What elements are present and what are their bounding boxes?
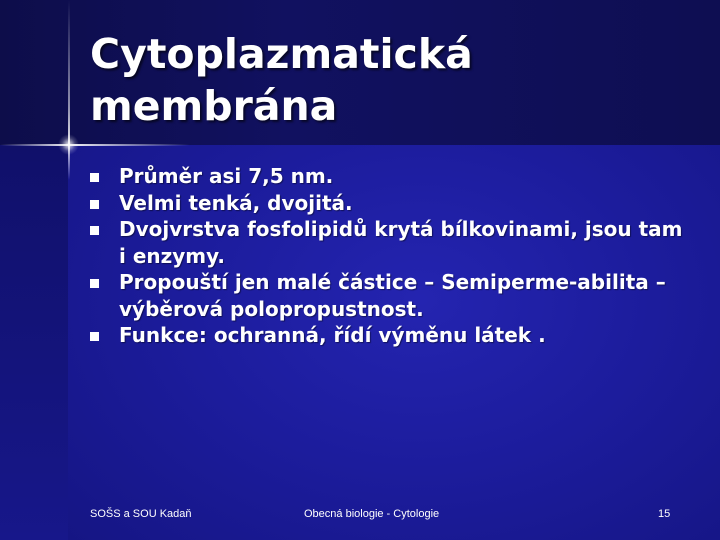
decorative-cross-glow [58,134,79,155]
footer-school: SOŠS a SOU Kadaň [90,508,192,520]
square-bullet-icon [90,332,99,341]
square-bullet-icon [90,279,99,288]
bullet-list [90,163,690,349]
bullet-item [90,269,690,322]
bullet-text: Funkce: ochranná, řídí výměnu látek . [119,323,546,347]
bullet-text: Propouští jen malé částice – Semiperme-abilita – výběrová polopropustnost. [119,270,666,321]
bullet-item [90,190,690,217]
bullet-item [90,163,690,190]
square-bullet-icon [90,200,99,209]
bullet-item [90,322,690,349]
square-bullet-icon [90,226,99,235]
slide-title: Cytoplazmatická membrána [90,30,473,130]
footer-subject: Obecná biologie - Cytologie [304,508,440,520]
bullet-text: Velmi tenká, dvojitá. [119,190,353,215]
decorative-cross-horizontal [0,144,190,146]
left-band [0,145,68,540]
page-number: 15 [658,508,671,520]
square-bullet-icon [90,173,99,182]
bullet-text: Dvojvrstva fosfolipidů krytá bílkovinami, jsou tam i enzymy. [119,217,683,268]
bullet-text: Průměr asi 7,5 nm. [119,164,334,188]
bullet-item [90,216,690,269]
